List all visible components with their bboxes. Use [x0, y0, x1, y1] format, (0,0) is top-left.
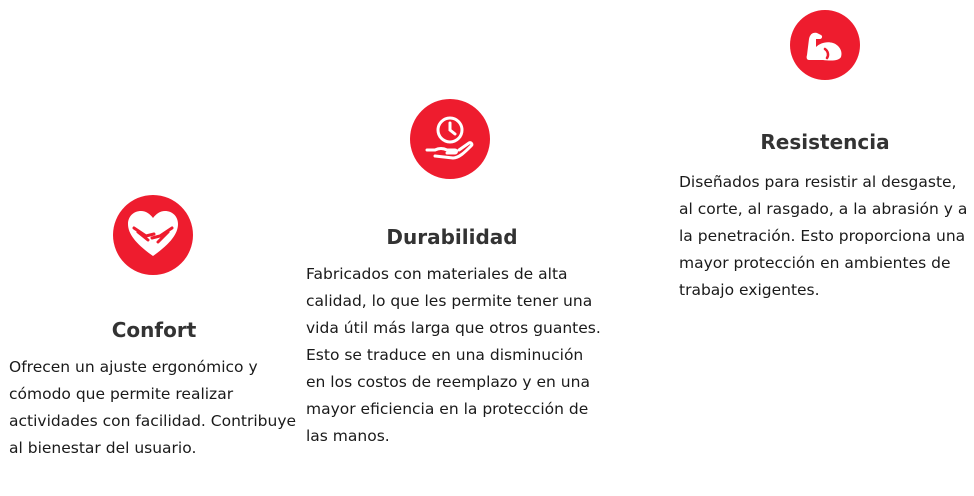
heart-hands-icon [113, 195, 193, 275]
feature-description: Ofrecen un ajuste ergonómico y cómodo que permite realizar actividades con facilidad. Contribuye al bienestar del usuario. [9, 358, 297, 457]
feature-description: Fabricados con materiales de alta calidad, lo que les permite tener una vida útil más larga que otros guantes. Esto se traduce en una disminución en los costos de reemplazo y en una mayor eficiencia en la protección de las manos. [306, 265, 601, 445]
feature-title: Durabilidad [386, 225, 518, 249]
feature-title: Confort [111, 318, 197, 342]
feature-description: Diseñados para resistir al desgaste, al corte, al rasgado, a la abrasión y a la penetración. Esto proporciona una mayor protección en ambientes de trabajo exigentes. [679, 173, 968, 299]
flexed-arm-icon [790, 10, 860, 80]
feature-title: Resistencia [760, 130, 890, 154]
clock-hand-icon [410, 99, 490, 179]
